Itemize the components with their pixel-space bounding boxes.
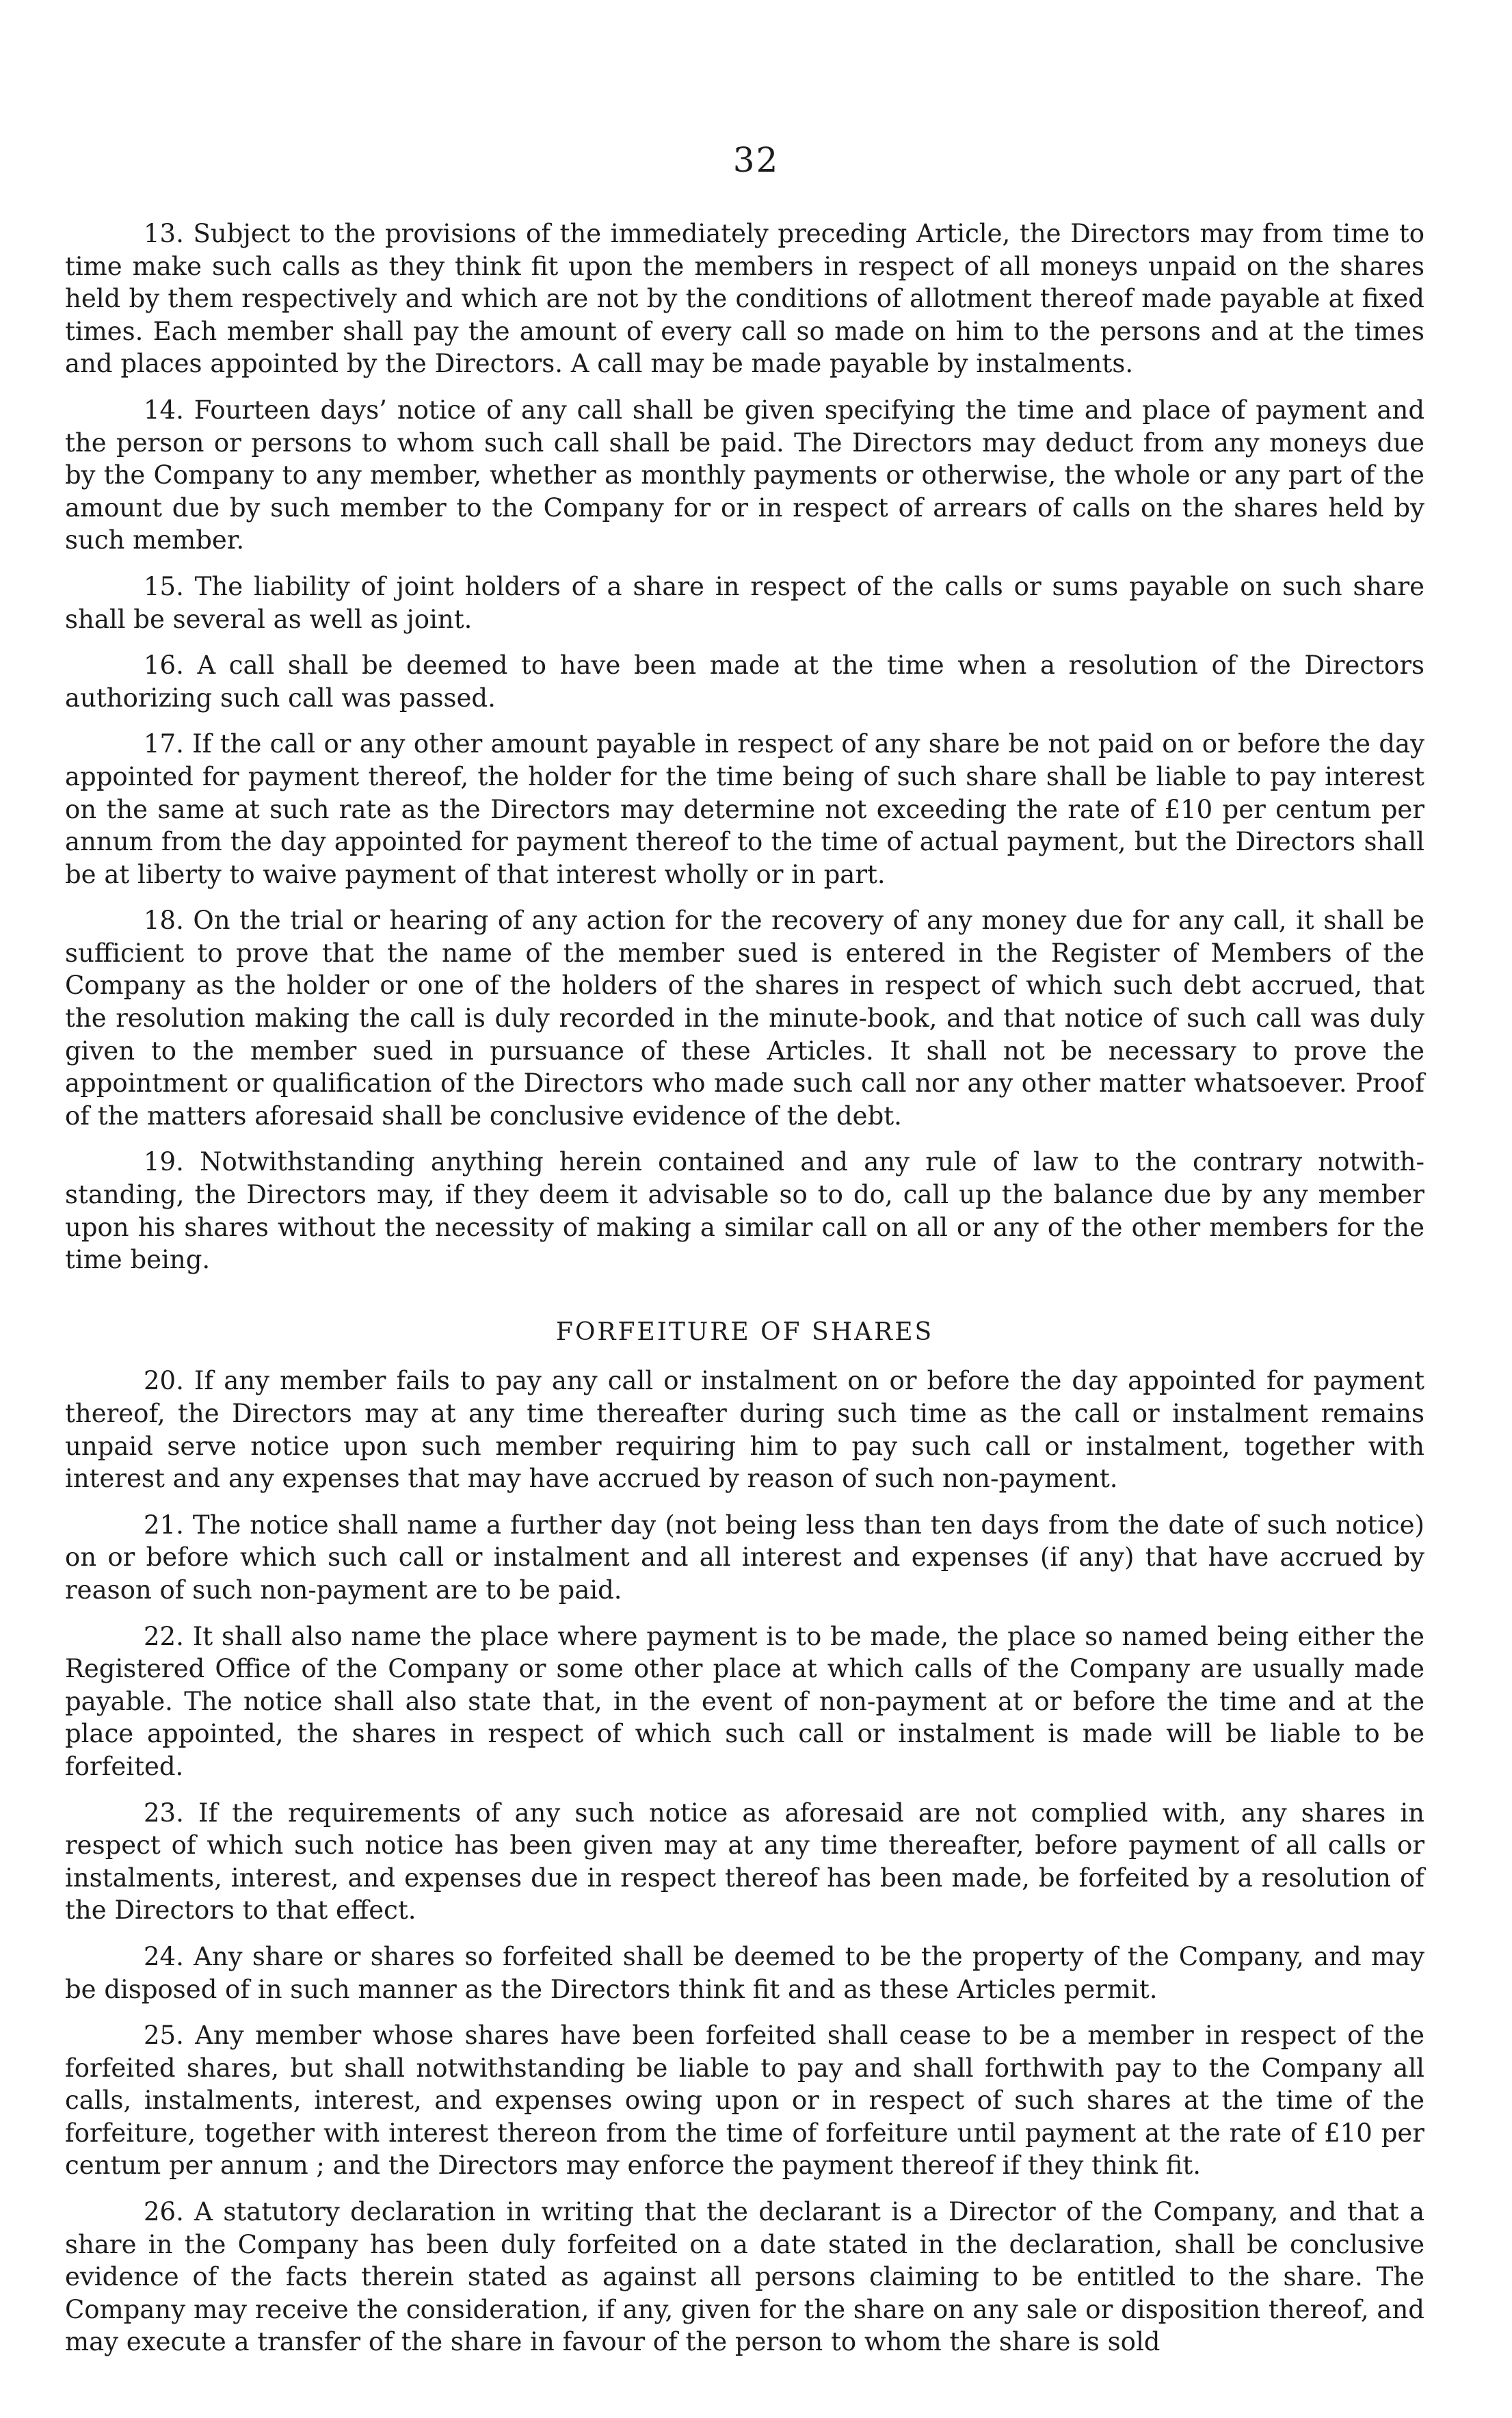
article-number: 22.: [144, 1621, 184, 1651]
article-text: A call shall be deemed to have been made at the time when a resolution of the Directors authorizing such call was passed.: [65, 651, 1424, 713]
article-number: 17.: [144, 729, 184, 759]
article-15: [65, 570, 1424, 635]
document-body: [65, 218, 1424, 2358]
article-text: Subject to the provisions of the immediately preceding Article, the Directors may from time to time make such calls as they think fit upon the members in respect of all moneys unpaid on the shares held by them respectively and which are not by the conditions of allotment thereof made payable at fixed times. Each member shall pay the amount of every call so made on him to the persons and at the times and places appointed by the Directors. A call may be made payable by instalments.: [65, 219, 1425, 379]
article-text: Any share or shares so forfeited shall be deemed to be the property of the Company, and may be disposed of in such manner as the Directors think fit and as these Articles permit.: [65, 1941, 1424, 2004]
article-16: [65, 649, 1424, 714]
article-number: 20.: [144, 1366, 184, 1396]
article-17: [65, 728, 1424, 891]
article-text: On the trial or hearing of any action for the recovery of any money due for any call, it shall be sufficient to prove that the name of the member sued is entered in the Register of Members of the Company as the holder or one of the holders of the shares in respect of which such debt accrued, that the resolution making the call is duly recorded in the minute-book, and that notice of such call was duly given to the member sued in pursuance of these Articles. It shall not be necessary to prove the appointment or qualification of the Directors who made such call nor any other matter whatsoever. Proof of the matters aforesaid shall be conclusive evidence of the debt.: [65, 906, 1424, 1131]
article-number: 23.: [144, 1798, 184, 1828]
article-number: 18.: [144, 906, 184, 936]
article-number: 26.: [144, 2197, 184, 2227]
article-19: [65, 1146, 1424, 1276]
article-text: The liability of joint holders of a share in respect of the calls or sums payable on such share shall be several as well as joint.: [65, 571, 1424, 634]
article-number: 19.: [144, 1147, 184, 1177]
article-14: [65, 394, 1424, 557]
article-text: It shall also name the place where payment is to be made, the place so named being either the Registered Office of the Company or some other place at which calls of the Company are usually made payable. The notice shall also state that, in the event of non-payment at or before the time and at the place appointed, the shares in respect of which such call or instalment is made will be liable to be forfeited.: [65, 1621, 1424, 1781]
article-25: [65, 2019, 1424, 2182]
article-21: [65, 1509, 1424, 1607]
article-text: A statutory declaration in writing that the declarant is a Director of the Company, and that a share in the Company has been duly forfeited on a date stated in the declaration, shall be conclusive evidence of the facts therein stated as against all persons claiming to be entitled to the share. The Company may receive the consideration, if any, given for the share on any sale or disposition thereof, and may execute a transfer of the share in favour of the person to whom the share is sold: [65, 2197, 1425, 2357]
article-text: If the call or any other amount payable in respect of any share be not paid on or before the day appointed for payment thereof, the holder for the time being of such share shall be liable to pay interest on the same at such rate as the Directors may determine not exceeding the rate of £10 per centum per annum from the day appointed for payment thereof to the time of actual payment, but the Directors shall be at liberty to waive payment of that interest wholly or in part.: [65, 729, 1424, 889]
article-number: 16.: [144, 651, 184, 681]
article-23: [65, 1797, 1424, 1927]
section-heading: FORFEITURE OF SHARES: [555, 1317, 934, 1346]
article-number: 14.: [144, 395, 184, 425]
article-text: Fourteen days’ notice of any call shall be given specifying the time and place of payment and the person or persons to whom such call shall be paid. The Directors may deduct from any moneys due by the Company to any member, whether as monthly payments or otherwise, the whole or any part of the amount due by such member to the Company for or in respect of arrears of calls on the shares held by such member.: [65, 395, 1425, 555]
article-number: 25.: [144, 2021, 184, 2051]
article-24: [65, 1941, 1424, 2006]
article-text: The notice shall name a further day (not being less than ten days from the date of such notice) on or before which such call or instalment and all interest and expenses (if any) that have accrued by reason of such non-payment are to be paid.: [65, 1510, 1424, 1605]
article-number: 24.: [144, 1941, 184, 1971]
article-text: If any member fails to pay any call or instalment on or before the day appointed for payment thereof, the Directors may at any time thereafter during such time as the call or instalment remains unpaid serve notice upon such member requiring him to pay such call or instalment, together with interest and any expenses that may have accrued by reason of such non-payment.: [65, 1366, 1424, 1494]
page-number: 32: [732, 140, 780, 180]
article-18: [65, 904, 1424, 1132]
article-20: [65, 1365, 1424, 1495]
article-22: [65, 1620, 1424, 1783]
article-13: [65, 218, 1424, 380]
article-text: Notwithstanding anything herein contained and any rule of law to the contrary notwithstanding, the Directors may, if they deem it advisable so to do, call up the balance due by any member upon his shares without the necessity of making a similar call on all or any of the other members for the time being.: [65, 1147, 1424, 1275]
article-number: 15.: [144, 571, 184, 601]
article-text: Any member whose shares have been forfeited shall cease to be a member in respect of the forfeited shares, but shall notwithstanding be liable to pay and shall forthwith pay to the Company all calls, instalments, interest, and expenses owing upon or in respect of such shares at the time of the forfeiture, together with interest thereon from the time of forfeiture until payment at the rate of £10 per centum per annum ; and the Directors may enforce the payment thereof if they think fit.: [65, 2021, 1424, 2181]
article-number: 13.: [144, 219, 184, 248]
article-number: 21.: [144, 1510, 184, 1540]
article-26: [65, 2196, 1424, 2358]
article-text: If the requirements of any such notice as aforesaid are not complied with, any shares in respect of which such notice has been given may at any time thereafter, before payment of all calls or instalments, interest, and expenses due in respect thereof has been made, be forfeited by a resolution of the Directors to that effect.: [65, 1798, 1424, 1926]
